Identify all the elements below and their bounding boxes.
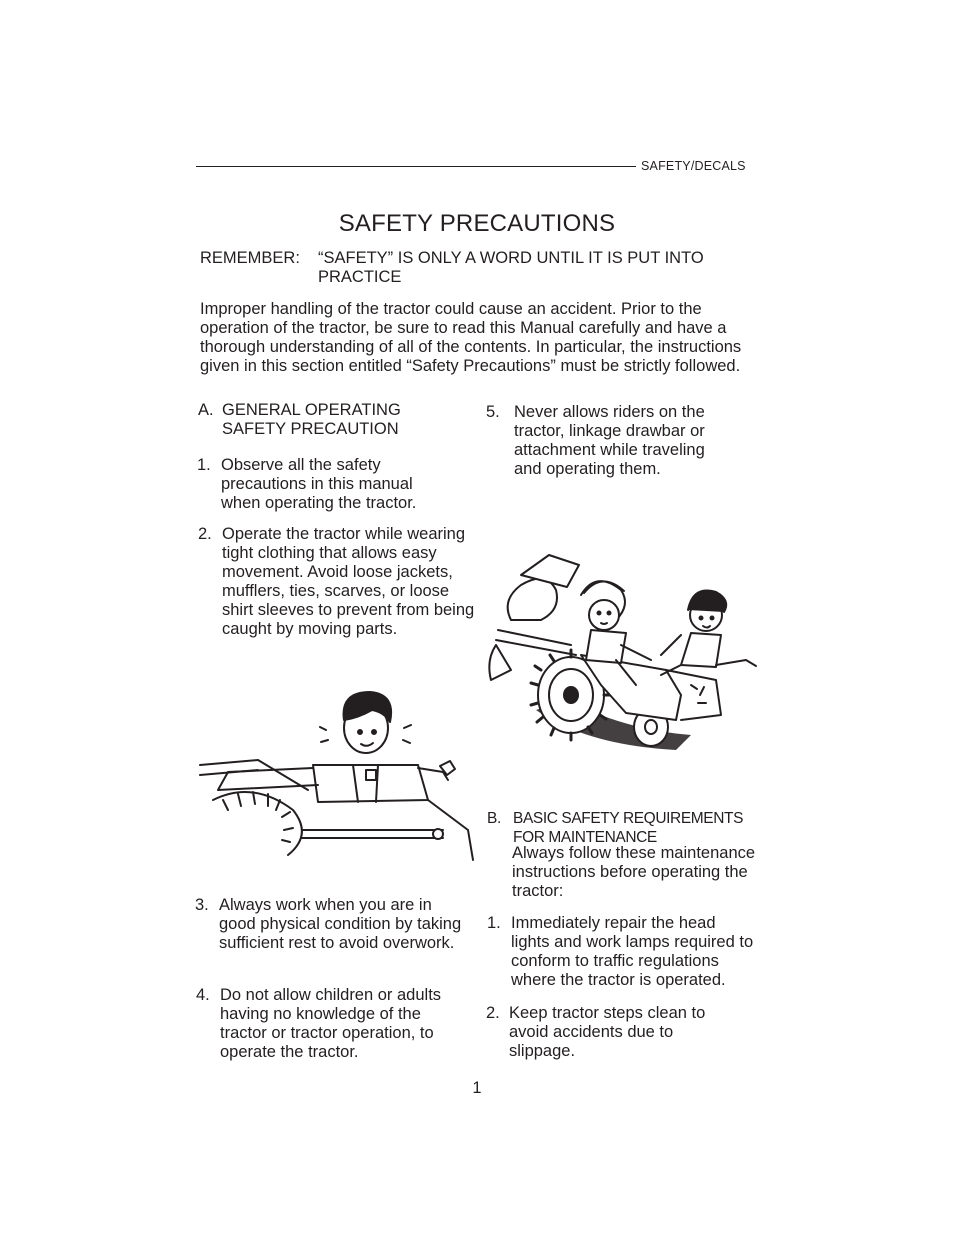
item-text: Keep tractor steps clean to avoid accidents due to slippage. (509, 1004, 706, 1060)
section-b-marker: B. (487, 810, 501, 827)
item-number: 5. (486, 403, 500, 421)
item-number: 2. (486, 1004, 500, 1022)
list-item (196, 986, 461, 1062)
section-a-heading (198, 401, 448, 439)
page-title: SAFETY PRECAUTIONS (338, 210, 616, 237)
remember-label: REMEMBER: (200, 249, 300, 267)
header-rule (196, 166, 636, 167)
item-number: 1. (197, 456, 211, 474)
list-item (487, 914, 757, 990)
item-number: 3. (195, 896, 209, 914)
section-label: SAFETY/DECALS (641, 159, 746, 173)
section-b-intro: Always follow these maintenance instructions before operating the tractor: (512, 844, 756, 900)
item-text: Do not allow children or adults having no knowledge of the tractor or tractor operation, to operate the tractor. (220, 986, 442, 1061)
section-b-title: BASIC SAFETY REQUIREMENTS FOR MAINTENANCE (513, 810, 744, 846)
remember-text: “SAFETY” IS ONLY A WORD UNTIL IT IS PUT INTO PRACTICE (318, 249, 704, 286)
list-item (195, 896, 465, 953)
riders-on-tractor-illustration (476, 535, 766, 755)
section-a-title: GENERAL OPERATING SAFETY PRECAUTION (222, 401, 401, 438)
list-item (486, 1004, 726, 1061)
item-text: Never allows riders on the tractor, linkage drawbar or attachment while traveling and operating them. (514, 403, 705, 478)
intro-paragraph: Improper handling of the tractor could cause an accident. Prior to the operation of the tractor, be sure to read this Manual carefully and have a thorough understanding of all of the contents. In particular, the instructions given in this section entitled “Safety Precautions” must be strictly followed. (200, 300, 742, 375)
item-text: Observe all the safety precautions in this manual when operating the tractor. (221, 456, 417, 512)
section-b-heading (487, 809, 777, 847)
item-number: 4. (196, 986, 210, 1004)
list-item (197, 456, 447, 513)
list-item (198, 525, 483, 639)
page-number: 1 (472, 1079, 482, 1097)
item-text: Operate the tractor while wearing tight clothing that allows easy movement. Avoid loose jackets, mufflers, ties, scarves, or loose shirt sleeves to prevent from being caught by moving parts. (222, 525, 475, 638)
item-text: Immediately repair the head lights and work lamps required to conform to traffic regulations where the tractor is operated. (511, 914, 754, 989)
operator-clothing-illustration (198, 690, 478, 862)
item-number: 1. (487, 914, 501, 932)
item-text: Always work when you are in good physical condition by taking sufficient rest to avoid overwork. (219, 896, 462, 952)
list-item (486, 403, 726, 479)
section-a-marker: A. (198, 401, 214, 419)
item-number: 2. (198, 525, 212, 543)
